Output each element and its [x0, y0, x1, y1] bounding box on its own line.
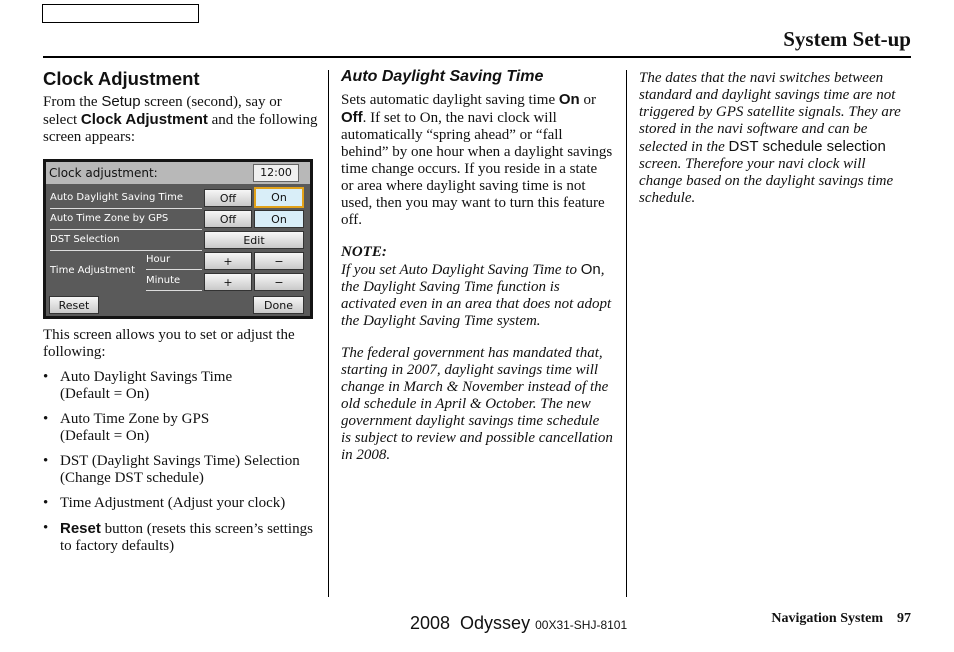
column-2: [341, 68, 613, 464]
dates-paragraph: The dates that the navi switches between standard and daylight savings time are not triggered by GPS satellite signals. They are stored in the navi software and can be selected in the DST schedule selection screen. Therefore your navi clock will change based on the daylight savings time schedule.: [639, 70, 901, 206]
note-heading: NOTE:: [341, 244, 387, 260]
page-number: 97: [897, 611, 911, 626]
column-3: [639, 70, 911, 207]
row-line: [146, 290, 202, 291]
section-title: System Set-up: [783, 27, 911, 51]
list-item: • Reset button (resets this screen’s settings to factory defaults): [43, 520, 313, 554]
hour-plus-button[interactable]: +: [204, 252, 252, 270]
federal-paragraph: The federal government has mandated that, starting in 2007, daylight savings time will change in March & November instead of the old schedule in April & October. The new government daylight savings time schedule is subject to review and possible cancellation in 2008.: [341, 345, 613, 463]
done-button[interactable]: Done: [253, 296, 304, 314]
footer-code: 00X31-SHJ-8101: [535, 618, 628, 632]
auto-timezone-on-button[interactable]: On: [254, 210, 304, 228]
screen-header: [46, 162, 310, 184]
screen-title: Clock adjustment:: [49, 166, 158, 180]
list-item: • DST (Daylight Savings Time) Selection (Change DST schedule): [43, 453, 300, 486]
hour-minus-button[interactable]: −: [254, 252, 304, 270]
auto-dst-label: Auto Daylight Saving Time: [50, 192, 183, 203]
auto-dst-heading: Auto Daylight Saving Time: [341, 68, 544, 85]
auto-timezone-label: Auto Time Zone by GPS: [50, 213, 169, 224]
row-line: [50, 250, 202, 251]
clock-adjustment-heading: Clock Adjustment: [43, 68, 200, 89]
footer-model: 2008 Odyssey 00X31-SHJ-8101: [410, 613, 628, 633]
auto-dst-off-button[interactable]: Off: [204, 189, 252, 207]
auto-dst-paragraph: Sets automatic daylight saving time On or Off. If set to On, the navi clock will automatically “spring ahead” or “fall behind” by one hour when a daylight savings time change occurs. If you reside in a state or area where daylight saving time is not used, then you may want to turn this feature off.: [341, 91, 613, 228]
list-item: • Auto Time Zone by GPS (Default = On): [43, 411, 210, 444]
minute-label: Minute: [146, 275, 181, 286]
header-rule: [43, 56, 911, 58]
column-1: [43, 68, 319, 563]
settings-list: [43, 369, 319, 555]
after-screen-paragraph: This screen allows you to set or adjust the following:: [43, 327, 295, 360]
hour-label: Hour: [146, 254, 171, 265]
clock-adjustment-screen: [43, 159, 313, 319]
auto-timezone-off-button[interactable]: Off: [204, 210, 252, 228]
minute-minus-button[interactable]: −: [254, 273, 304, 291]
auto-dst-on-button[interactable]: On: [254, 187, 304, 208]
dst-edit-button[interactable]: Edit: [204, 231, 304, 249]
clock-display: 12:00: [253, 164, 299, 182]
minute-plus-button[interactable]: +: [204, 273, 252, 291]
reset-button[interactable]: Reset: [49, 296, 99, 314]
row-line: [50, 229, 202, 230]
row-line: [146, 269, 202, 270]
dst-selection-label: DST Selection: [50, 234, 120, 245]
row-line: [50, 208, 202, 209]
column-divider-1: [328, 70, 329, 597]
column-divider-2: [626, 70, 627, 597]
header-tab-box: [42, 4, 199, 23]
time-adjustment-label: Time Adjustment: [50, 265, 136, 276]
note-paragraph: If you set Auto Daylight Saving Time to On, the Daylight Saving Time function is activated even in an area that does not adopt the Daylight Saving Time system.: [341, 261, 612, 329]
list-item: • Time Adjustment (Adjust your clock): [43, 495, 286, 511]
intro-paragraph: From the Setup screen (second), say or select Clock Adjustment and the following screen appears:: [43, 93, 318, 145]
footer-nav: Navigation System 97: [771, 611, 911, 626]
list-item: • Auto Daylight Savings Time (Default = On): [43, 369, 233, 402]
